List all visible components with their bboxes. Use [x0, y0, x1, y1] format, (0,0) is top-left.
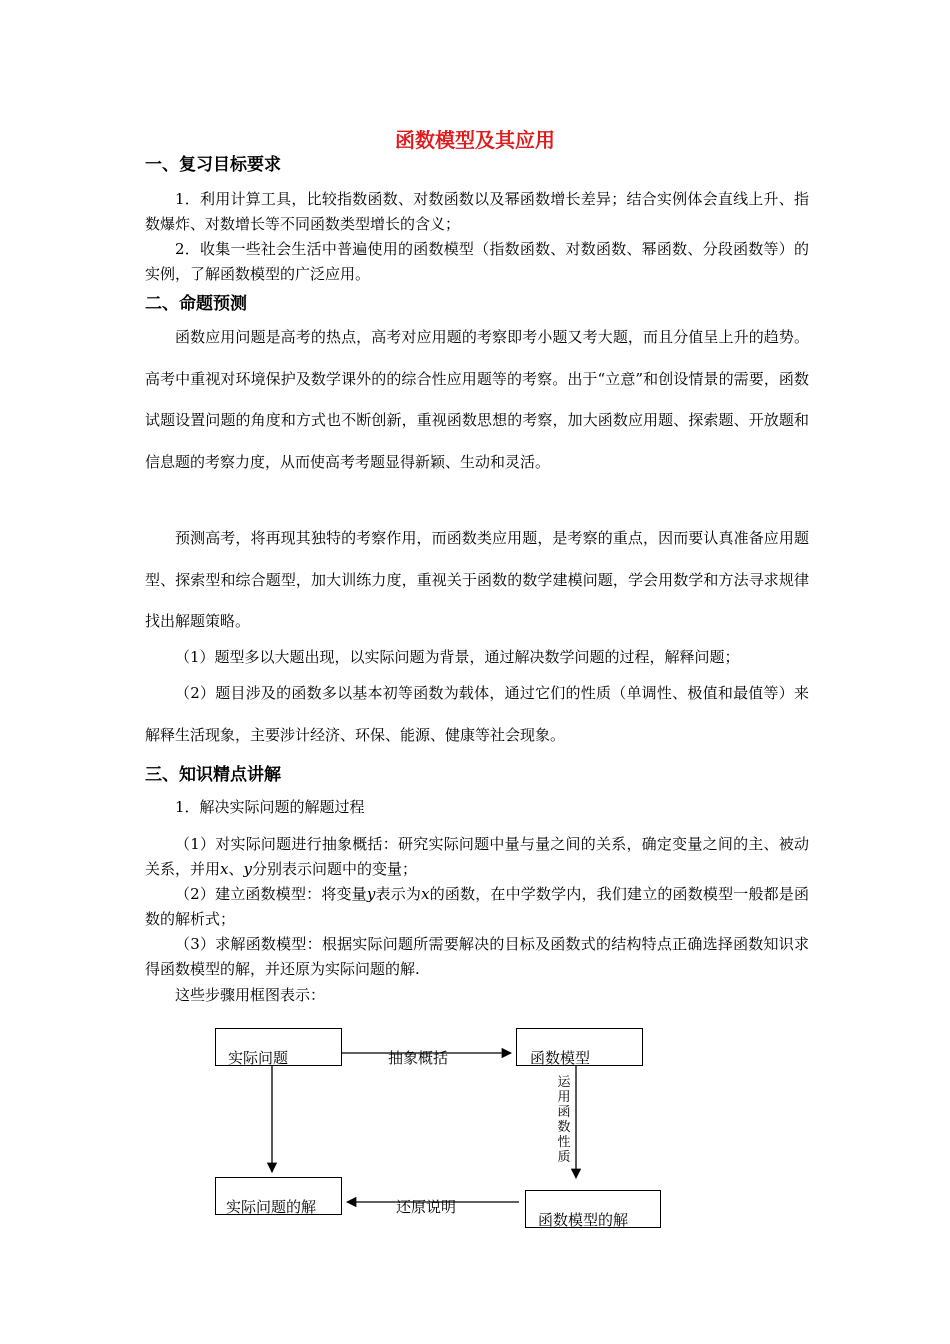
review-goal-1: 1．利用计算工具，比较指数函数、对数函数以及幂函数增长差异；结合实例体会直线上升、指数爆炸、对数增长等不同函数类型增长的含义；	[145, 190, 809, 233]
diagram-intro: 这些步骤用框图表示：	[175, 986, 326, 1004]
prediction-point-1: （1）题型多以大题出现，以实际问题为背景，通过解决数学问题的过程，解释问题；	[175, 648, 740, 666]
section-heading-exam-prediction: 二、命题预测	[145, 294, 247, 314]
page-title: 函数模型及其应用	[395, 128, 555, 152]
box-real-problem-label: 实际问题	[228, 1049, 289, 1067]
section-heading-review-goals: 一、复习目标要求	[145, 155, 281, 175]
prediction-point-2: （2）题目涉及的函数多以基本初等函数为载体，通过它们的性质（单调性、极值和最值等）来解释生活现象，主要涉计经济、环保、能源、健康等社会现象。	[145, 684, 809, 744]
box-real-solution-label: 实际问题的解	[226, 1198, 317, 1216]
solving-process-subheading: 1．解决实际问题的解题过程	[175, 798, 365, 816]
arrow-apply-label: 运用函数性质	[557, 1075, 571, 1165]
solving-step-3: （3）求解函数模型：根据实际问题所需要解决的目标及函数式的结构特点正确选择函数知识求得函数模型的解，并还原为实际问题的解.	[145, 935, 809, 978]
solving-step-2: （2）建立函数模型：将变量y表示为x的函数，在中学数学内，我们建立的函数模型一般都是函数的解析式；	[145, 885, 809, 928]
arrow-abstract-label: 抽象概括	[388, 1049, 449, 1067]
box-model-solution-label: 函数模型的解	[538, 1211, 629, 1229]
box-function-model-label: 函数模型	[530, 1049, 591, 1067]
prediction-paragraph-2: 预测高考，将再现其独特的考察作用，而函数类应用题，是考察的重点，因而要认真准备应用题型、探索型和综合题型，加大训练力度，重视关于函数的数学建模问题，学会用数学和方法寻求规律找出解题策略。	[145, 529, 809, 630]
section-heading-knowledge: 三、知识精点讲解	[145, 765, 281, 785]
arrow-restore-label: 还原说明	[396, 1198, 457, 1216]
prediction-paragraph-1: 函数应用问题是高考的热点，高考对应用题的考察即考小题又考大题，而且分值呈上升的趋势。高考中重视对环境保护及数学课外的的综合性应用题等的考察。出于“立意”和创设情景的需要，函数试题设置问题的角度和方式也不断创新，重视函数思想的考察，加大函数应用题、探索题、开放题和信息题的考察力度，从而使高考考题显得新颖、生动和灵活。	[145, 328, 809, 471]
review-goal-2: 2．收集一些社会生活中普遍使用的函数模型（指数函数、对数函数、幂函数、分段函数等）的实例，了解函数模型的广泛应用。	[145, 240, 809, 283]
solving-step-1: （1）对实际问题进行抽象概括：研究实际问题中量与量之间的关系，确定变量之间的主、被动关系，并用x、y分别表示问题中的变量；	[145, 835, 809, 878]
